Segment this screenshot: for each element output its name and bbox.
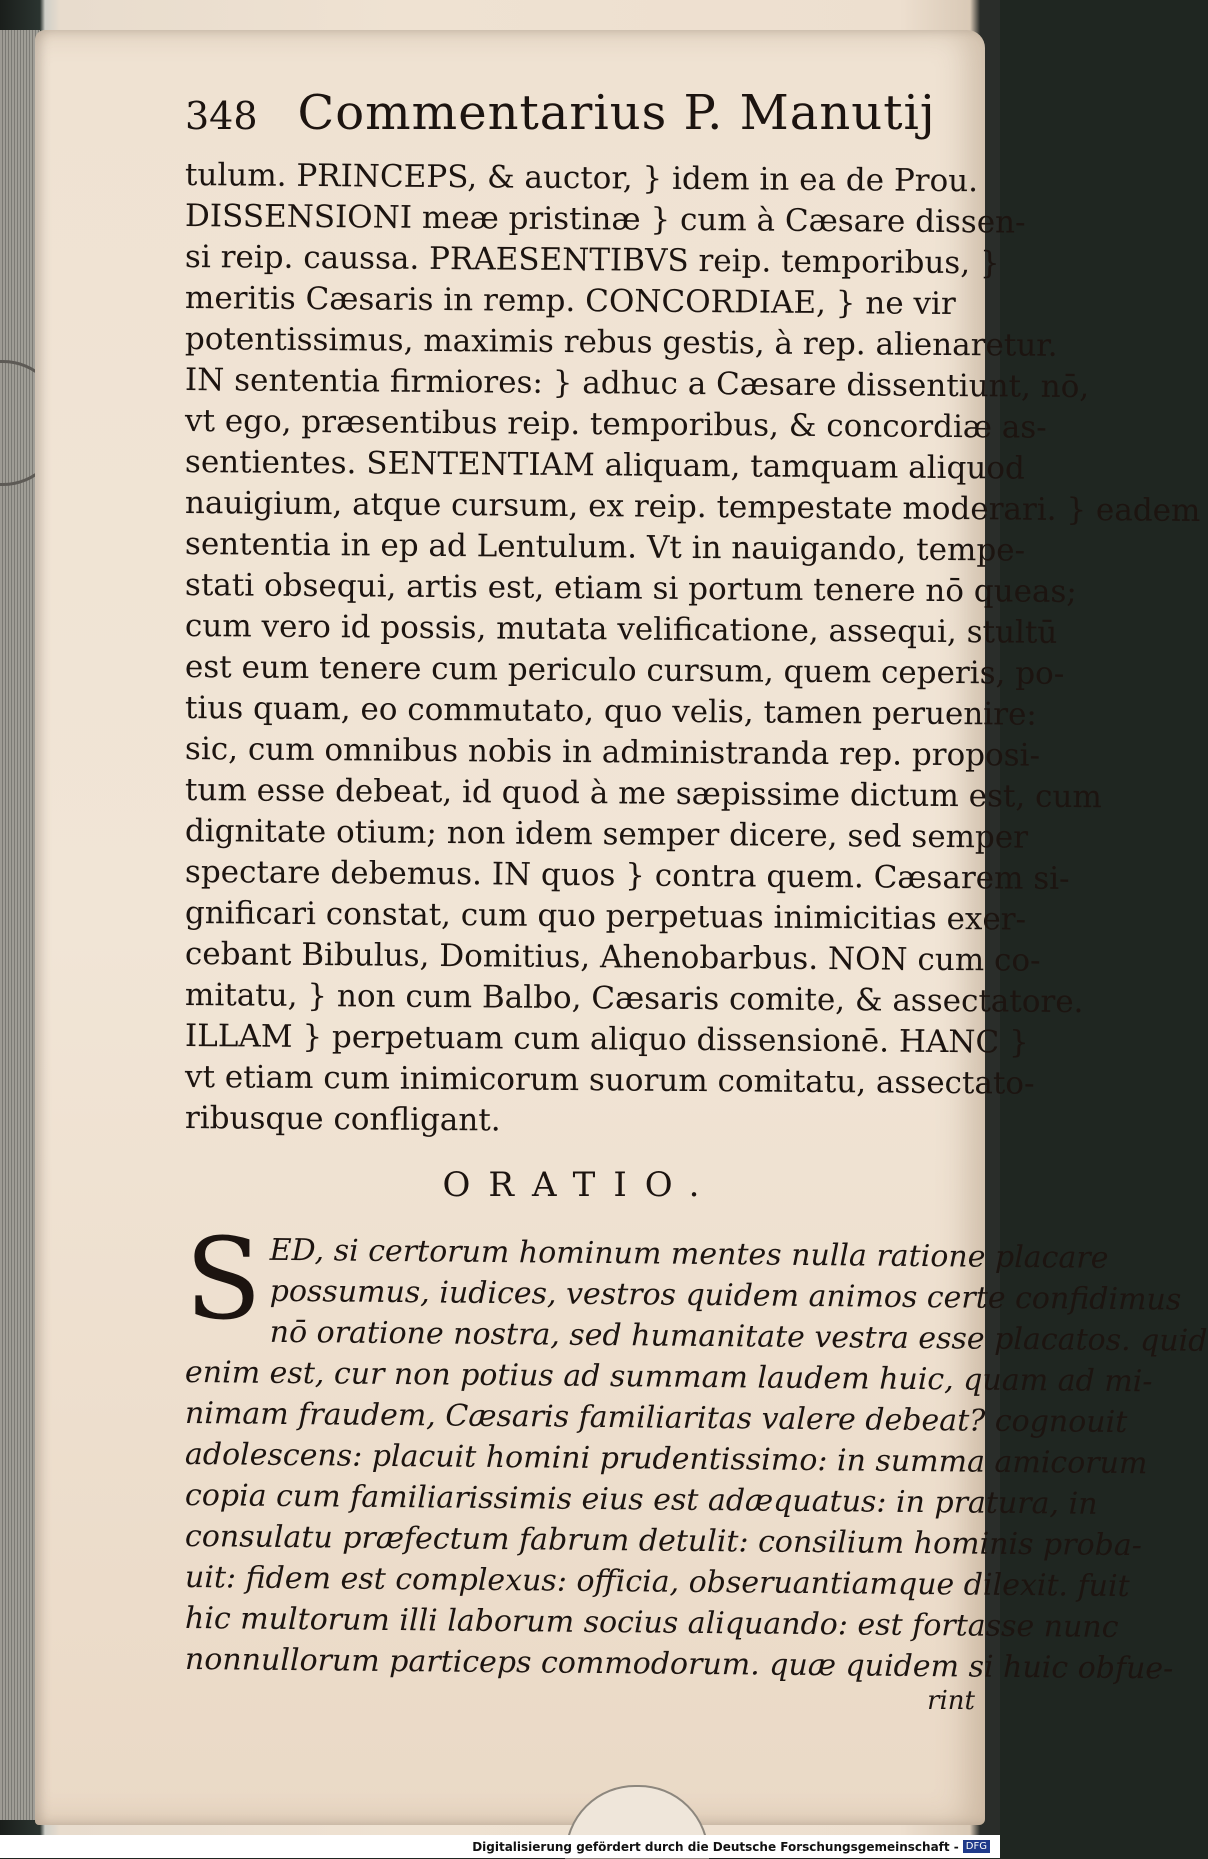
commentary-line: est eum tenere cum periculo cursum, quem ceperis, po- bbox=[184, 649, 1065, 692]
commentary-line: nauigium, atque cursum, ex reip. tempestate moderari. } eadem bbox=[184, 485, 1201, 529]
commentary-section bbox=[184, 155, 1201, 1139]
oration-line: nimam fraudem, Cæsaris familiaritas valere debeat? cognouit bbox=[184, 1396, 1128, 1441]
commentary-line: dignitate otium; non idem semper dicere, sed semper bbox=[184, 813, 1029, 856]
running-head: Commentarius P. Manutij bbox=[297, 85, 936, 141]
commentary-line: ILLAM } perpetuam cum aliquo dissensionē. HANC } bbox=[184, 1018, 1029, 1061]
commentary-line: tulum. PRINCEPS, & auctor, } idem in ea de Prou. bbox=[184, 157, 979, 200]
commentary-line: DISSENSIONI meæ pristinæ } cum à Cæsare dissen- bbox=[184, 198, 1026, 241]
commentary-line: meritis Cæsaris in remp. CONCORDIAE, } ne vir bbox=[184, 280, 956, 323]
commentary-line: stati obsequi, artis est, etiam si portum tenere nō queas; bbox=[184, 567, 1077, 611]
commentary-line: si reip. caussa. PRAESENTIBVS reip. temporibus, } bbox=[184, 239, 1000, 282]
oration-heading: ORATIO. bbox=[442, 1165, 718, 1205]
oration-line: nō oratione nostra, sed humanitate vestra esse placatos. quid bbox=[269, 1314, 1208, 1359]
commentary-line: mitatu, } non cum Balbo, Cæsaris comite, & assectatore. bbox=[184, 977, 1084, 1021]
oration-line: nonnullorum particeps commodorum. quæ quidem si huic obfue- bbox=[184, 1642, 1174, 1687]
oration-section bbox=[184, 1215, 1208, 1687]
oration-line: ED, si certorum hominum mentes nulla ratione placare bbox=[269, 1232, 1109, 1276]
page-header bbox=[185, 85, 975, 155]
funding-credit: Digitalisierung gefördert durch die Deutsche Forschungsgemeinschaft - bbox=[472, 1839, 959, 1854]
book-spine bbox=[0, 30, 40, 1820]
dfg-logo: DFG bbox=[963, 1840, 990, 1853]
oration-line: enim est, cur non potius ad summam laudem huic, quam ad mi- bbox=[184, 1355, 1153, 1400]
commentary-line: tius quam, eo commutato, quo velis, tamen peruenire: bbox=[184, 690, 1037, 733]
oration-line: hic multorum illi laborum socius aliquando: est fortasse nunc bbox=[184, 1601, 1119, 1645]
commentary-line: ribusque confligant. bbox=[184, 1100, 501, 1139]
commentary-line: IN sententia firmiores: } adhuc a Cæsare dissentiunt, nō, bbox=[184, 362, 1090, 406]
commentary-line: tum esse debeat, id quod à me sæpissime dictum est, cum bbox=[184, 772, 1102, 816]
commentary-line: spectare debemus. IN quos } contra quem. Cæsarem si- bbox=[184, 854, 1070, 897]
catchword: rint bbox=[927, 1686, 975, 1716]
drop-capital: S bbox=[185, 1215, 262, 1345]
digitization-footer bbox=[0, 1835, 1000, 1858]
commentary-line: sic, cum omnibus nobis in administranda rep. proposi- bbox=[184, 731, 1041, 774]
page-number: 348 bbox=[185, 94, 258, 138]
page-text-block bbox=[184, 85, 1208, 1716]
commentary-line: gnificari constat, cum quo perpetuas inimicitias exer- bbox=[184, 895, 1027, 938]
commentary-line: vt ego, præsentibus reip. temporibus, & concordiæ as- bbox=[184, 403, 1047, 446]
oration-line: copia cum familiarissimis eius est adæquatus: in pratura, in bbox=[184, 1478, 1098, 1522]
oration-line: uit: fidem est complexus: officia, obseruantiamque dilexit. fuit bbox=[184, 1560, 1130, 1605]
commentary-line: potentissimus, maximis rebus gestis, à rep. alienaretur. bbox=[184, 321, 1058, 364]
oration-line: adolescens: placuit homini prudentissimo: in summa amicorum bbox=[184, 1437, 1148, 1482]
oration-line: consulatu præfectum fabrum detulit: consilium hominis proba- bbox=[184, 1519, 1143, 1564]
commentary-line: sententia in ep ad Lentulum. Vt in nauigando, tempe- bbox=[184, 526, 1026, 569]
oration-line: possumus, iudices, vestros quidem animos certe confidimus bbox=[269, 1273, 1182, 1318]
commentary-line: sentientes. SENTENTIAM aliquam, tamquam aliquod bbox=[184, 444, 1025, 487]
commentary-line: cum vero id possis, mutata velificatione, assequi, stultū bbox=[184, 608, 1058, 651]
commentary-line: cebant Bibulus, Domitius, Ahenobarbus. NON cum co- bbox=[184, 936, 1041, 979]
commentary-line: vt etiam cum inimicorum suorum comitatu, assectato- bbox=[184, 1059, 1035, 1102]
